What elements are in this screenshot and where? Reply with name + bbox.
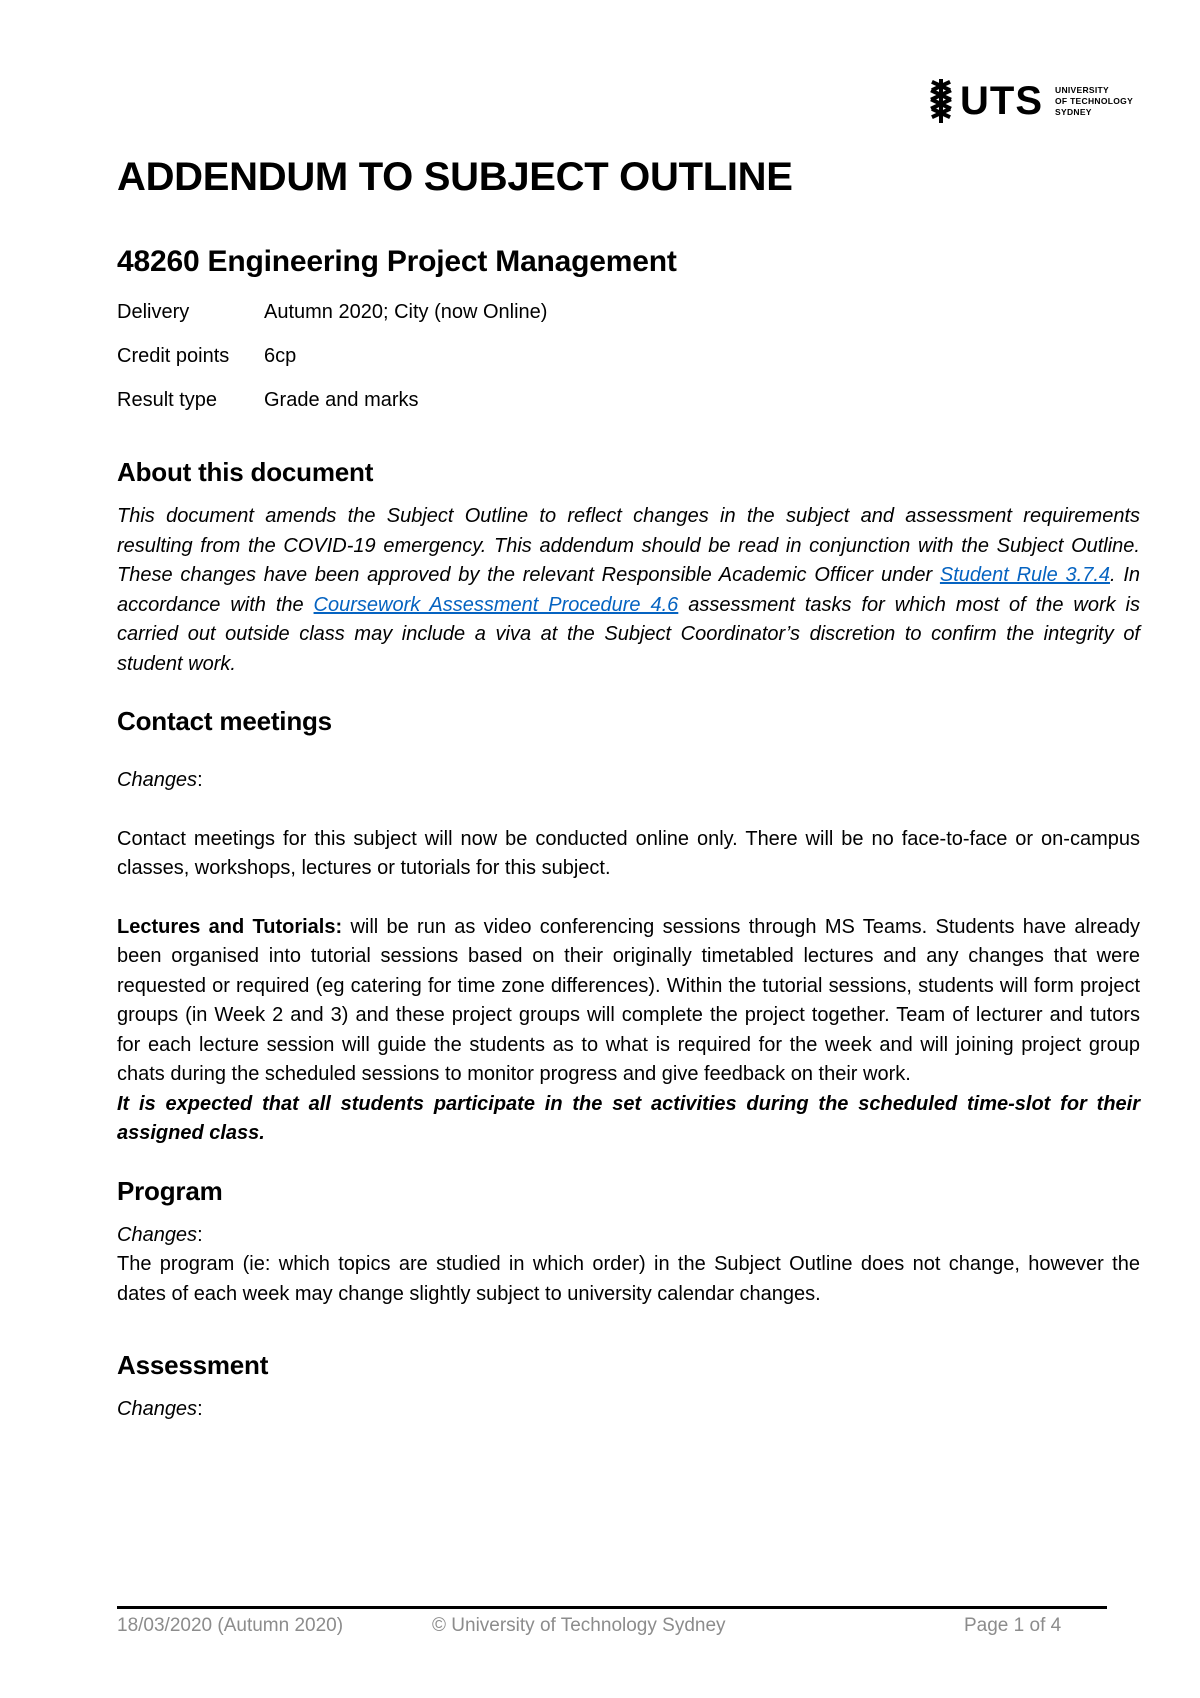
program-paragraph: The program (ie: which topics are studied in which order) in the Subject Outline does not change, however the dates of each week may change slightly subject to university calendar changes. xyxy=(117,1253,1140,1305)
logo-line-3: SYDNEY xyxy=(1055,106,1092,117)
logo-wordmark: UTS xyxy=(960,79,1043,123)
changes-colon: : xyxy=(197,1398,203,1420)
program-changes-label xyxy=(117,1221,1140,1251)
about-heading: About this document xyxy=(117,457,374,487)
footer-divider xyxy=(117,1606,1107,1609)
lectures-tutorials-paragraph xyxy=(117,913,1140,1090)
coursework-procedure-link[interactable]: Coursework Assessment Procedure 4.6 xyxy=(313,593,679,616)
logo-line-2: OF TECHNOLOGY xyxy=(1055,95,1134,106)
uts-emblem-icon xyxy=(928,79,954,123)
contact-changes-label xyxy=(117,766,1140,796)
subject-meta xyxy=(117,298,1140,414)
assessment-heading: Assessment xyxy=(117,1350,269,1380)
footer-page-number: Page 1 of 4 xyxy=(964,1615,1062,1636)
lectures-tutorials-text: will be run as video conferencing sessions through MS Teams. Students have already been organised into tutorial sessions based on their originally timetabled lectures and any changes that were requested or required (eg catering for time zone differences). Within the tutorial sessions, students will form project groups (in Week 2 and 3) and these project groups will complete the project together. Team of lecturer and tutors for each lecture session will guide the students as to what is required for the week and will joining project group chats during the scheduled sessions to monitor progress and give feedback on their work. xyxy=(117,915,1141,1085)
meta-value: 6cp xyxy=(264,345,297,367)
footer-date: 18/03/2020 (Autumn 2020) xyxy=(117,1615,344,1636)
meta-label: Result type xyxy=(117,389,218,411)
about-text-3: assessment tasks for which most of the work is carried out outside class may include a viva at the Subject Coordinator’s discretion to confirm the integrity of student work. xyxy=(117,593,1140,675)
logo-line-1: UNIVERSITY xyxy=(1055,84,1110,95)
student-rule-link[interactable]: Student Rule 3.7.4 xyxy=(939,564,1110,586)
changes-label: Changes xyxy=(117,769,198,791)
course-title: 48260 Engineering Project Management xyxy=(117,245,677,278)
uts-logo xyxy=(928,78,1133,124)
assessment-changes-label xyxy=(117,1395,1140,1425)
footer-copyright: © University of Technology Sydney xyxy=(432,1615,726,1636)
contact-heading: Contact meetings xyxy=(117,706,332,736)
document-body xyxy=(117,150,1140,1425)
meta-value: Grade and marks xyxy=(264,389,419,411)
about-text-1: This document amends the Subject Outline to reflect changes in the subject and assessment requirements resulting from the COVID-19 emergency. This addendum should be read in conjunction with the Subject Outline. These changes have been approved by the relevant Responsible Academic Officer under xyxy=(117,505,1140,586)
meta-label: Credit points xyxy=(117,345,230,367)
program-heading: Program xyxy=(117,1175,223,1206)
expected-participation-note: It is expected that all students participate in the set activities during the scheduled time-slot for their assigned class. xyxy=(117,1092,1140,1144)
changes-label: Changes xyxy=(117,1223,198,1246)
contact-paragraph-1: Contact meetings for this subject will now be conducted online only. There will be no face-to-face or on-campus classes, workshops, lectures or tutorials for this subject. xyxy=(117,827,1140,879)
meta-row-delivery xyxy=(117,298,1140,326)
about-paragraph xyxy=(117,502,1140,679)
lectures-tutorials-label: Lectures and Tutorials: xyxy=(117,915,343,938)
meta-label: Delivery xyxy=(117,301,190,323)
about-text-2: . In accordance with the xyxy=(117,564,1141,616)
changes-colon: : xyxy=(197,1223,203,1246)
logo-subtitle xyxy=(1055,85,1133,118)
meta-value: Autumn 2020; City (now Online) xyxy=(264,301,548,323)
document-title: ADDENDUM TO SUBJECT OUTLINE xyxy=(117,155,793,199)
changes-label: Changes xyxy=(117,1398,198,1420)
meta-row-result-type xyxy=(117,386,1140,414)
changes-colon: : xyxy=(197,769,203,791)
meta-row-credit-points xyxy=(117,342,1140,370)
